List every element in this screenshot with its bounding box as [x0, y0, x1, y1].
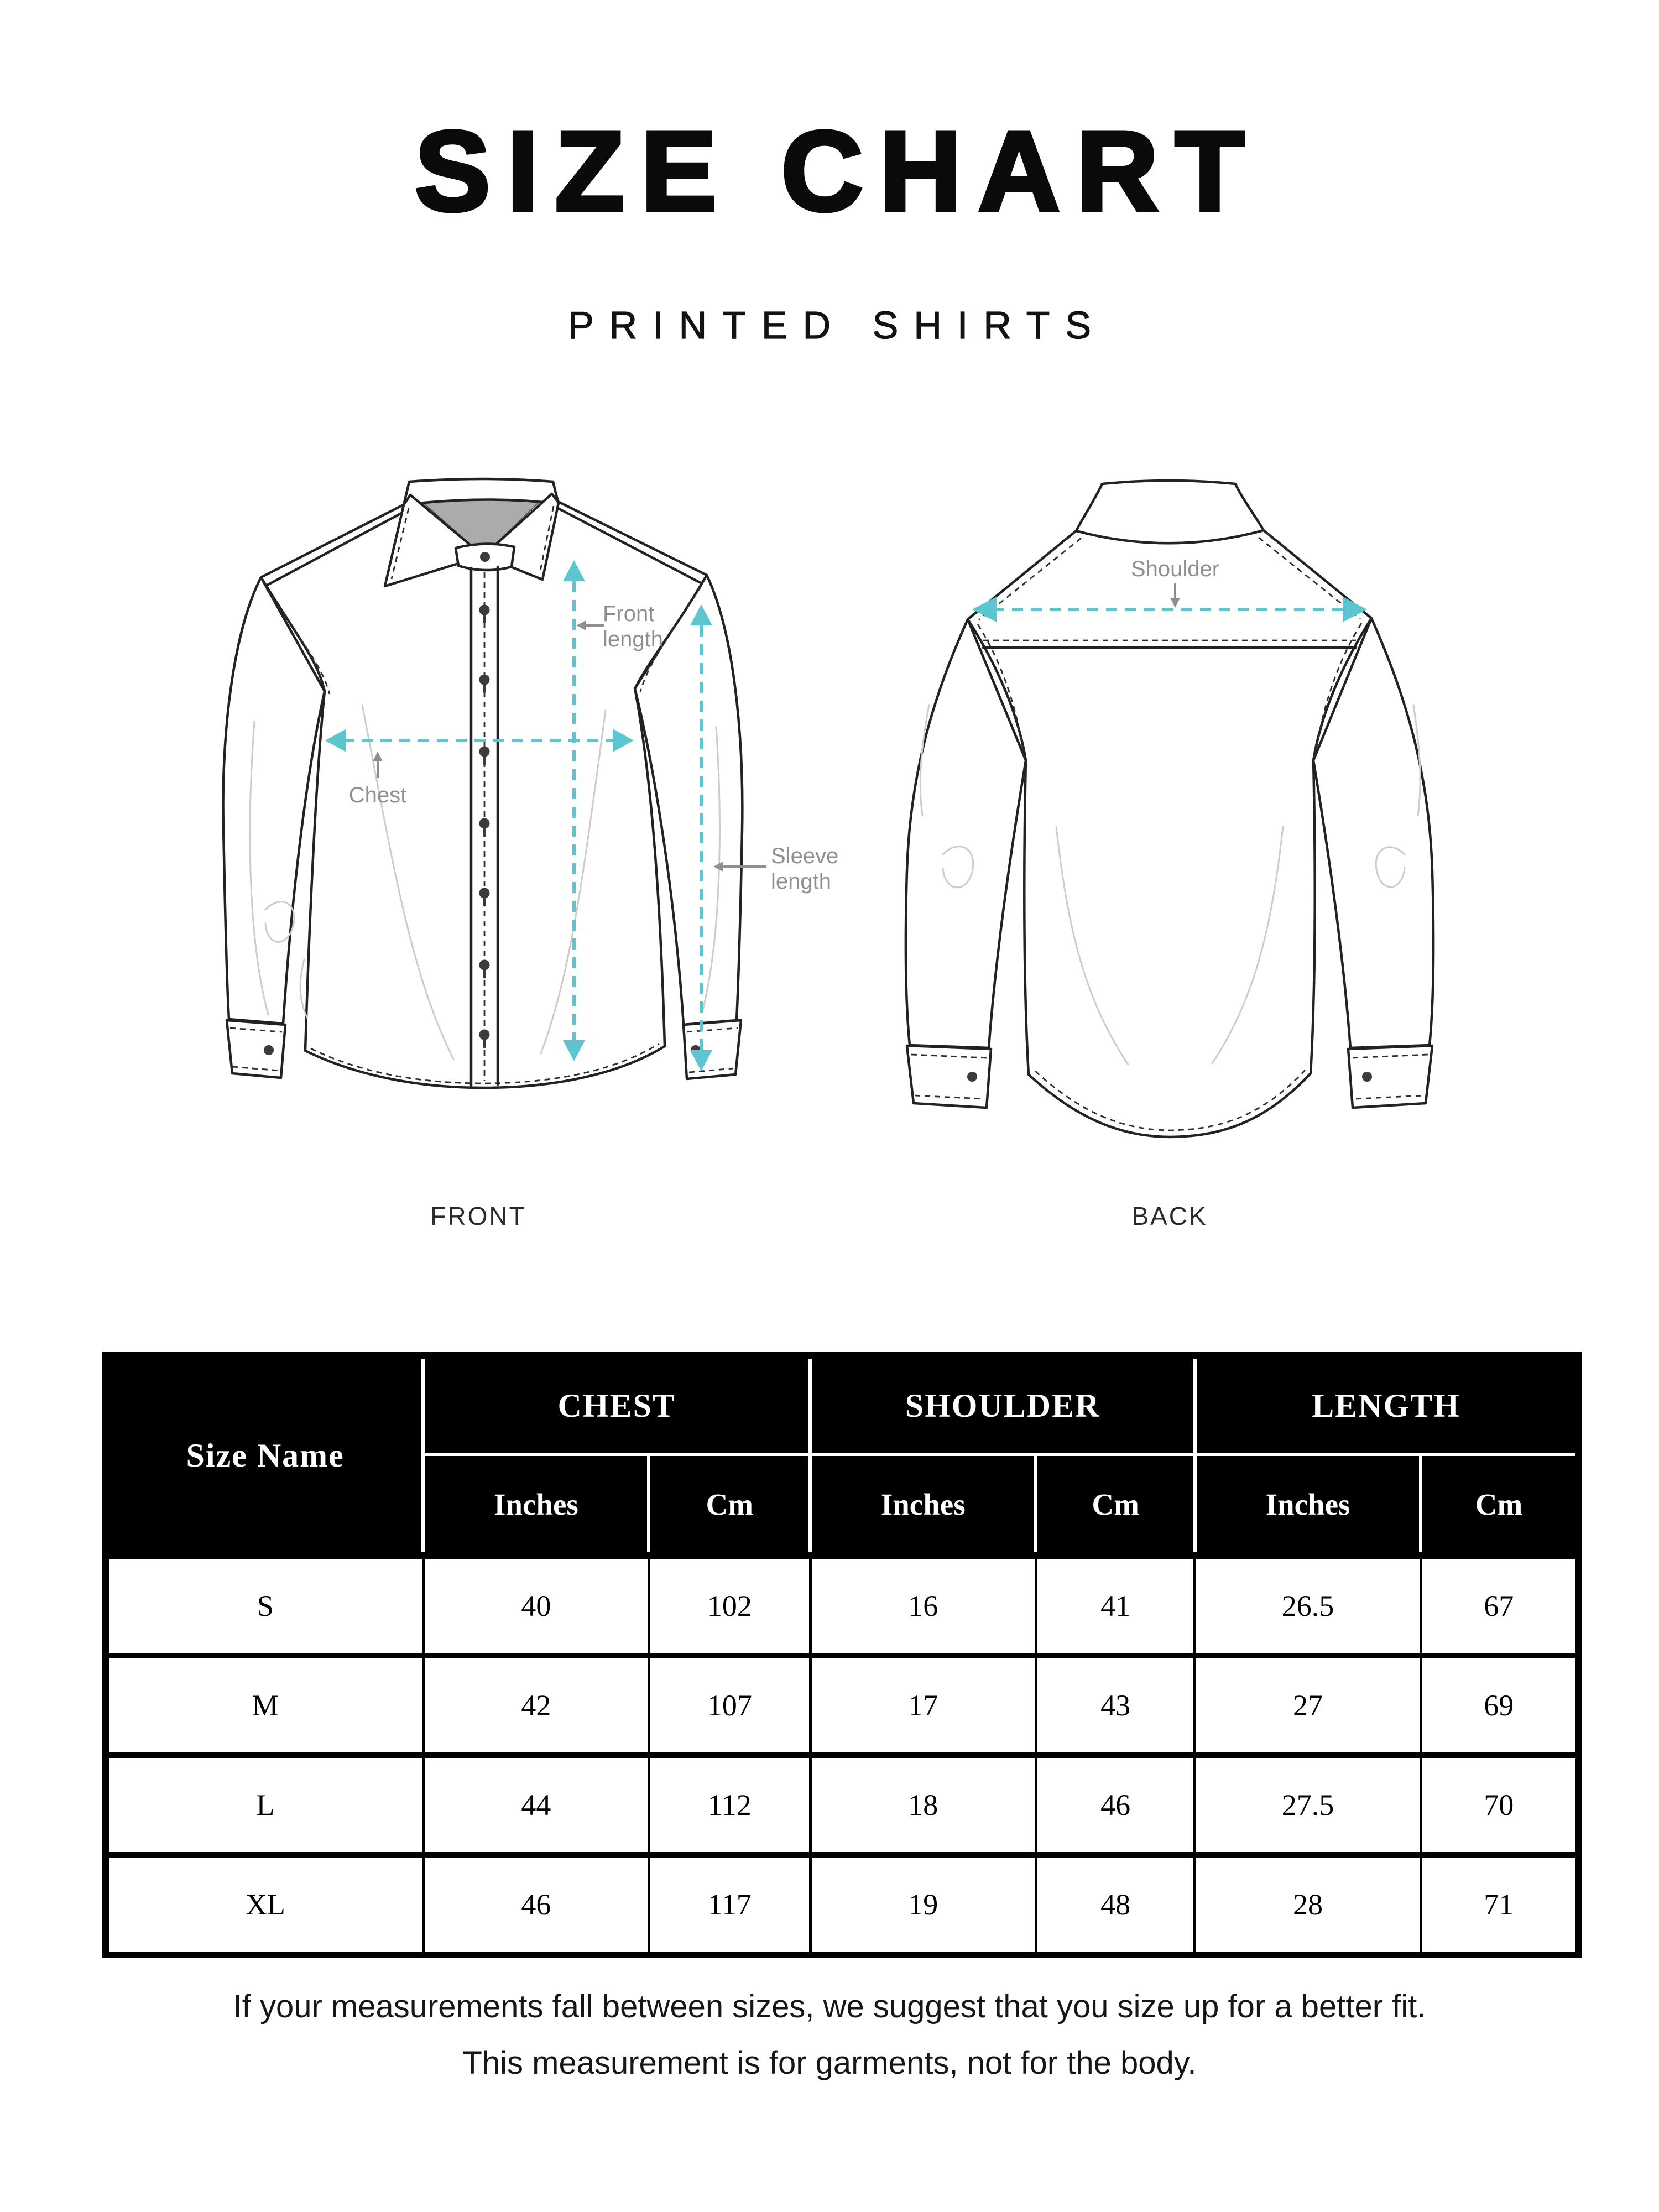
chest-group-header: CHEST: [423, 1355, 810, 1454]
table-cell: 102: [649, 1556, 810, 1656]
shoulder-label: Shoulder: [1130, 557, 1220, 581]
table-cell: 107: [649, 1656, 810, 1755]
table-cell: 67: [1421, 1556, 1579, 1656]
sleeve-length-label-line1: Sleeve: [771, 844, 839, 868]
table-cell: S: [106, 1556, 423, 1656]
back-body: [968, 530, 1371, 1137]
table-cell: 42: [423, 1656, 649, 1755]
footer-note: [0, 1979, 1659, 2091]
table-cell: 71: [1421, 1855, 1579, 1955]
table-cell: 69: [1421, 1656, 1579, 1755]
table-cell: 27.5: [1195, 1755, 1421, 1855]
page-title: SIZE CHART: [415, 108, 1261, 234]
front-length-label-line1: Front: [603, 602, 655, 626]
front-shirt-diagram: [216, 473, 857, 1131]
table-row-l: [106, 1755, 1579, 1855]
size-table: [102, 1352, 1582, 1958]
table-cell: XL: [106, 1855, 423, 1955]
back-collar: [1076, 481, 1264, 543]
sleeve-length-label-line2: length: [771, 869, 831, 894]
footer-line-2: This measurement is for garments, not for the body.: [462, 2045, 1197, 2081]
back-caption: BACK: [1131, 1202, 1208, 1230]
table-cell: 46: [423, 1855, 649, 1955]
footer-line-1: If your measurements fall between sizes, we suggest that you size up for a better fit.: [233, 1989, 1426, 2025]
size-name-header: Size Name: [106, 1355, 423, 1556]
length-inches-header: Inches: [1195, 1454, 1421, 1556]
page-subtitle: PRINTED SHIRTS: [567, 304, 1107, 347]
table-cell: 43: [1036, 1656, 1195, 1755]
table-cell: M: [106, 1656, 423, 1755]
table-cell: 16: [810, 1556, 1036, 1656]
chest-inches-header: Inches: [423, 1454, 649, 1556]
table-cell: 17: [810, 1656, 1036, 1755]
table-cell: 26.5: [1195, 1556, 1421, 1656]
length-group-header: LENGTH: [1195, 1355, 1579, 1454]
table-cell: 117: [649, 1855, 810, 1955]
table-cell: 40: [423, 1556, 649, 1656]
table-row-s: [106, 1556, 1579, 1656]
front-caption: FRONT: [430, 1202, 526, 1230]
table-cell: 48: [1036, 1855, 1195, 1955]
table-cell: 44: [423, 1755, 649, 1855]
table-cell: 112: [649, 1755, 810, 1855]
table-cell: 28: [1195, 1855, 1421, 1955]
table-cell: 70: [1421, 1755, 1579, 1855]
table-row-m: [106, 1656, 1579, 1755]
back-shirt-diagram: [896, 473, 1454, 1153]
table-cell: 46: [1036, 1755, 1195, 1855]
table-cell: 41: [1036, 1556, 1195, 1656]
chest-cm-header: Cm: [649, 1454, 810, 1556]
length-cm-header: Cm: [1421, 1454, 1579, 1556]
front-length-label-line2: length: [603, 627, 663, 651]
table-cell: 27: [1195, 1656, 1421, 1755]
shoulder-cm-header: Cm: [1036, 1454, 1195, 1556]
table-row-xl: [106, 1855, 1579, 1955]
table-cell: L: [106, 1755, 423, 1855]
table-cell: 18: [810, 1755, 1036, 1855]
chest-label: Chest: [348, 783, 407, 807]
shoulder-group-header: SHOULDER: [810, 1355, 1195, 1454]
shoulder-inches-header: Inches: [810, 1454, 1036, 1556]
table-cell: 19: [810, 1855, 1036, 1955]
